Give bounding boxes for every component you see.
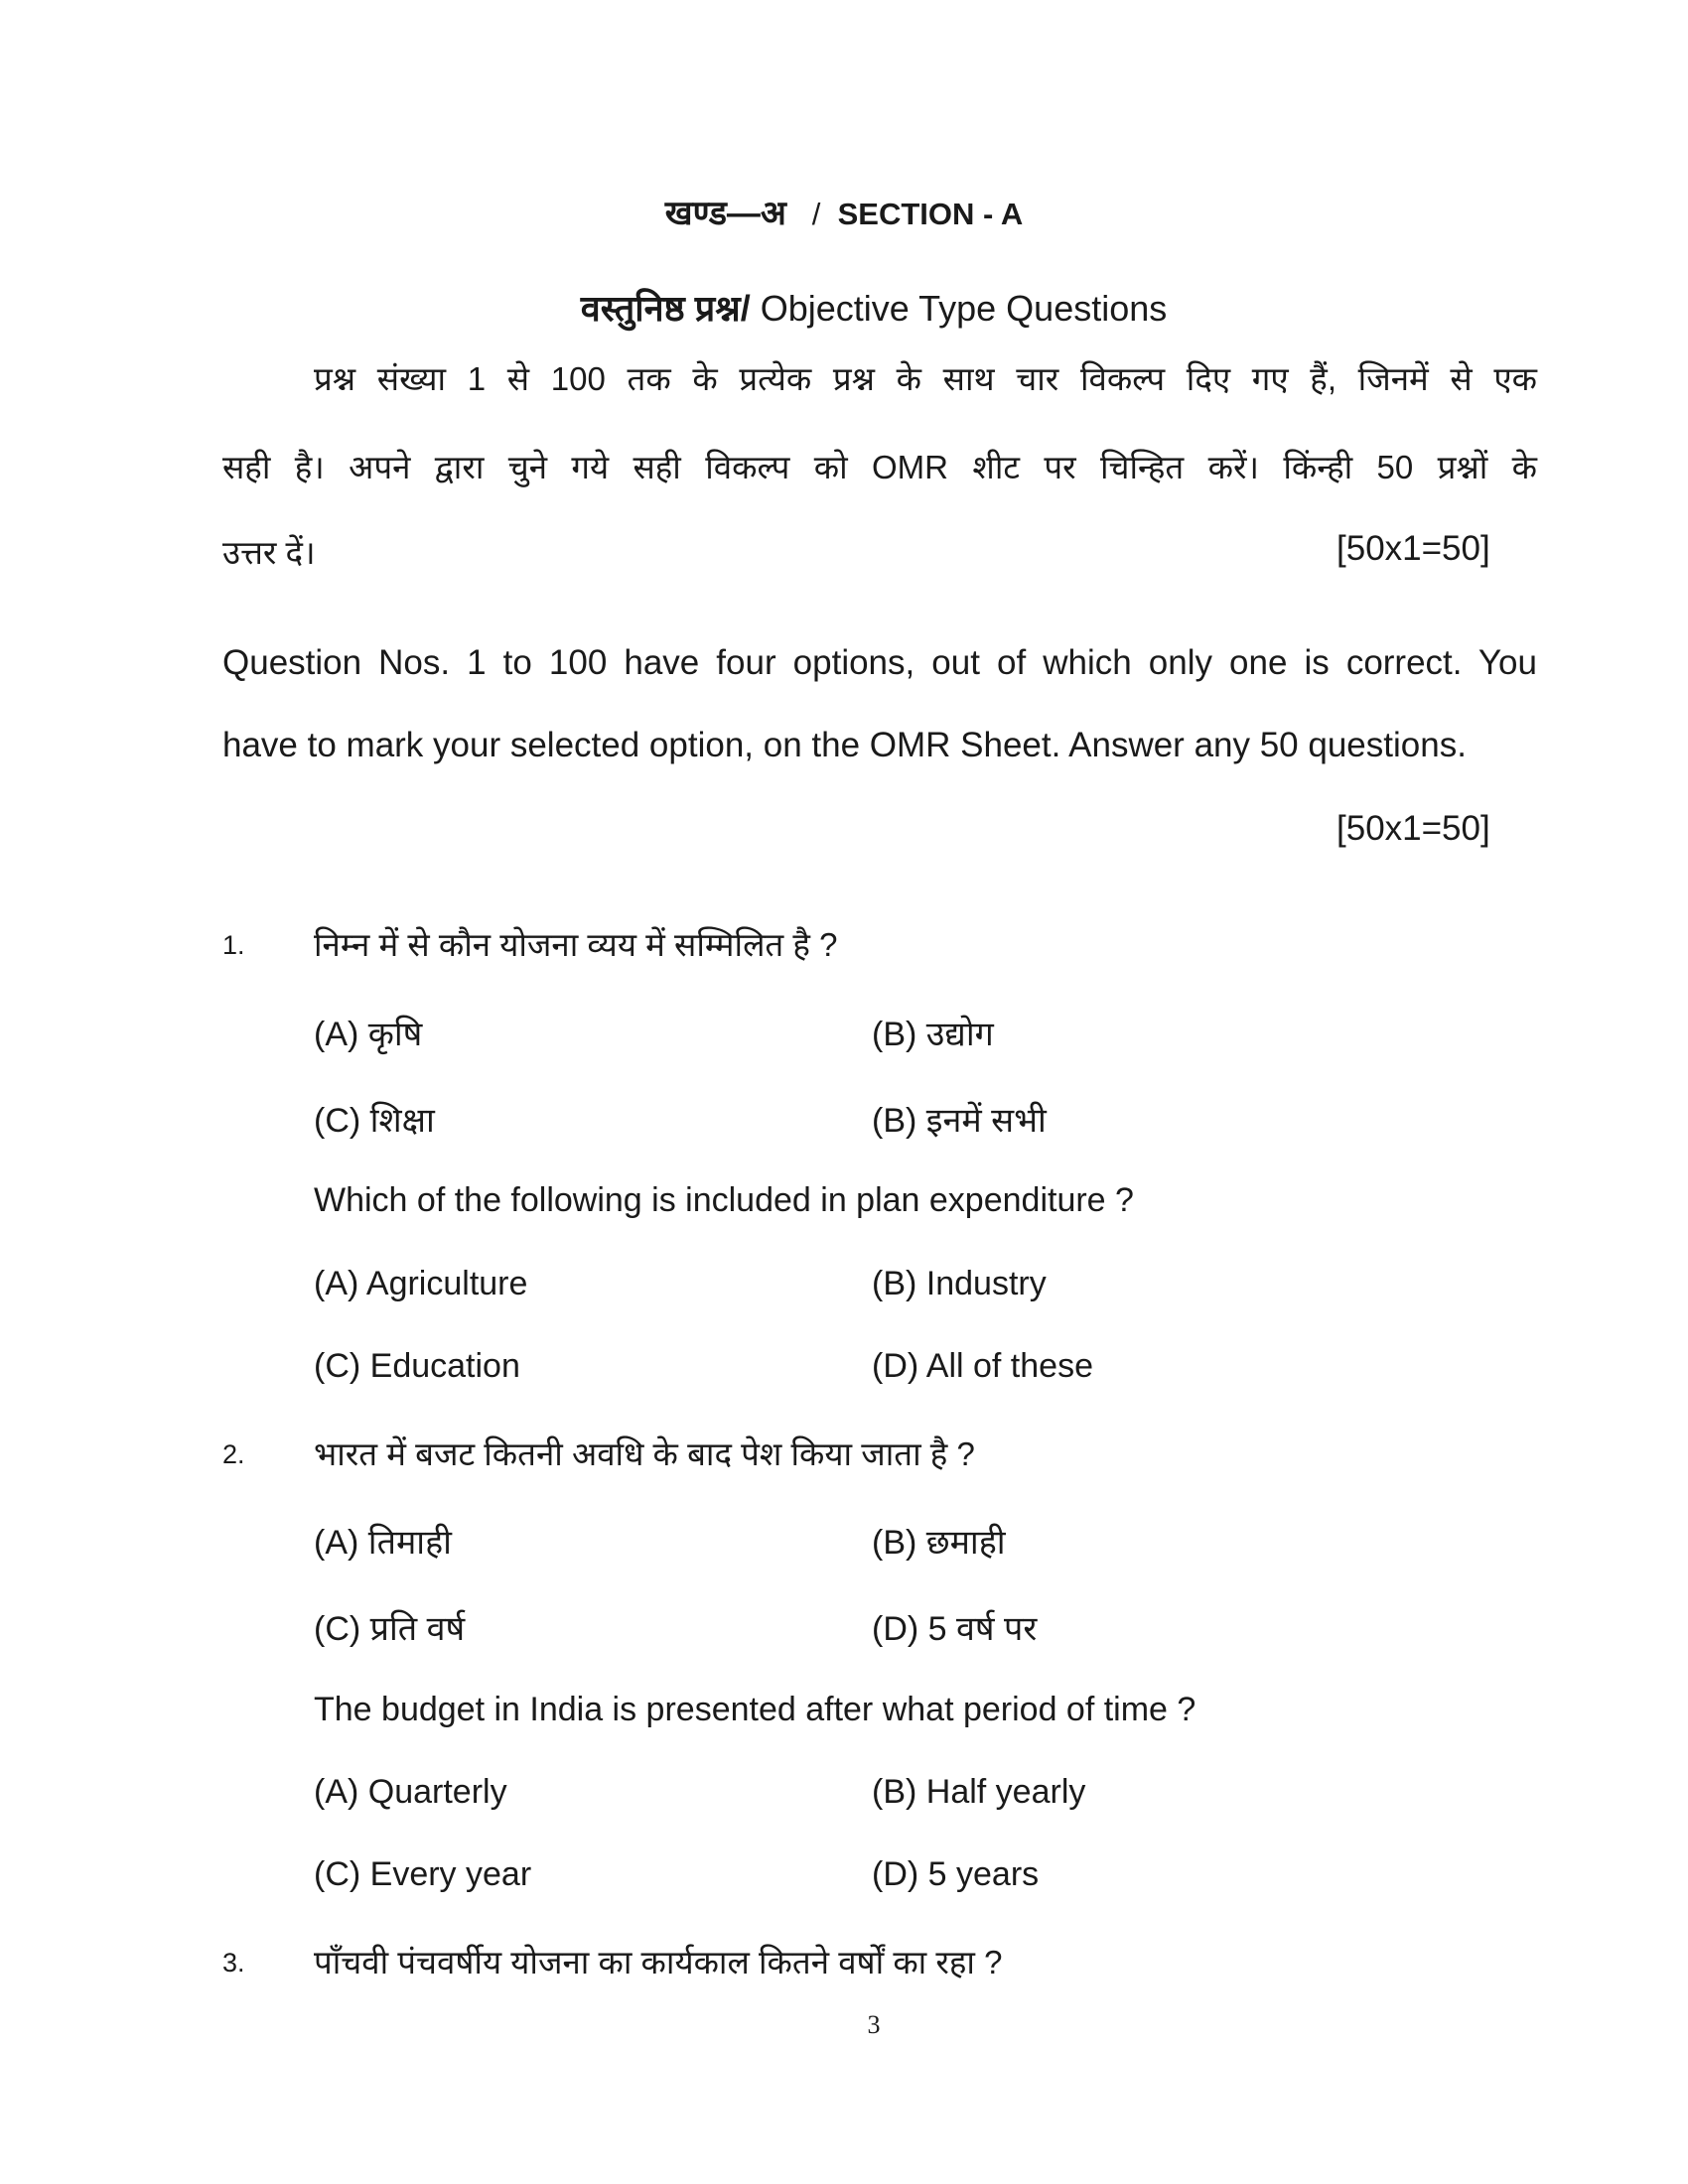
question-text-english: Which of the following is included in plan expenditure ? (314, 1181, 1134, 1219)
option-english: (B) Industry (872, 1265, 1047, 1302)
instructions-hindi-line-1: प्रश्न संख्या 1 से 100 तक के प्रत्येक प्रश्न के साथ चार विकल्प दिए गए हैं, जिनमें से एक (314, 360, 1538, 397)
option-english: (D) All of these (872, 1347, 1093, 1385)
question-text-hindi: निम्न में से कौन योजना व्यय में सम्मिलित है ? (314, 926, 838, 963)
question-text-hindi: भारत में बजट कितनी अवधि के बाद पेश किया जाता है ? (314, 1435, 975, 1472)
section-title-english: SECTION - A (837, 197, 1024, 231)
option-hindi: (B) उद्योग (872, 1016, 994, 1053)
option-hindi: (A) कृषि (314, 1016, 423, 1053)
instructions-hindi-line-3: उत्तर दें। (222, 534, 316, 571)
option-hindi: (D) 5 वर्ष पर (872, 1610, 1038, 1648)
option-english: (B) Half yearly (872, 1773, 1086, 1811)
section-separator: / (811, 197, 821, 231)
objective-title-english: Objective Type Questions (760, 288, 1168, 329)
instructions-hindi-marks: [50x1=50] (1336, 529, 1490, 568)
page-number: 3 (867, 2010, 881, 2039)
option-hindi: (A) तिमाही (314, 1524, 452, 1562)
instructions-english-marks: [50x1=50] (1336, 809, 1490, 848)
section-title-hindi: खण्ड—अ (664, 195, 786, 232)
option-hindi: (B) छमाही (872, 1524, 1006, 1562)
section-heading (0, 189, 1688, 234)
instructions-english-line-1: Question Nos. 1 to 100 have four options, out of which only one is correct. You (222, 643, 1537, 682)
objective-heading (0, 283, 1688, 332)
option-english: (D) 5 years (872, 1855, 1040, 1893)
question-text-english: The budget in India is presented after what period of time ? (314, 1691, 1196, 1728)
instructions-english-line-2: have to mark your selected option, on the OMR Sheet. Answer any 50 questions. (222, 726, 1467, 764)
option-english: (C) Education (314, 1347, 520, 1385)
option-english: (C) Every year (314, 1855, 532, 1893)
question-number: 1. (222, 930, 245, 960)
question-number: 3. (222, 1948, 245, 1978)
objective-title-hindi: वस्तुनिष्ठ प्रश्न/ (580, 288, 751, 329)
question-number: 2. (222, 1439, 245, 1469)
instructions-hindi-line-2: सही है। अपने द्वारा चुने गये सही विकल्प को OMR शीट पर चिन्हित करें। किंन्ही 50 प्रश्नों के (222, 449, 1537, 485)
question-text-hindi: पाँचवी पंचवर्षीय योजना का कार्यकाल कितने वर्षों का रहा ? (314, 1944, 1003, 1980)
option-english: (A) Quarterly (314, 1773, 507, 1811)
option-hindi: (C) प्रति वर्ष (314, 1610, 466, 1648)
option-hindi: (C) शिक्षा (314, 1102, 435, 1140)
option-english: (A) Agriculture (314, 1265, 528, 1302)
option-hindi: (B) इनमें सभी (872, 1102, 1047, 1140)
